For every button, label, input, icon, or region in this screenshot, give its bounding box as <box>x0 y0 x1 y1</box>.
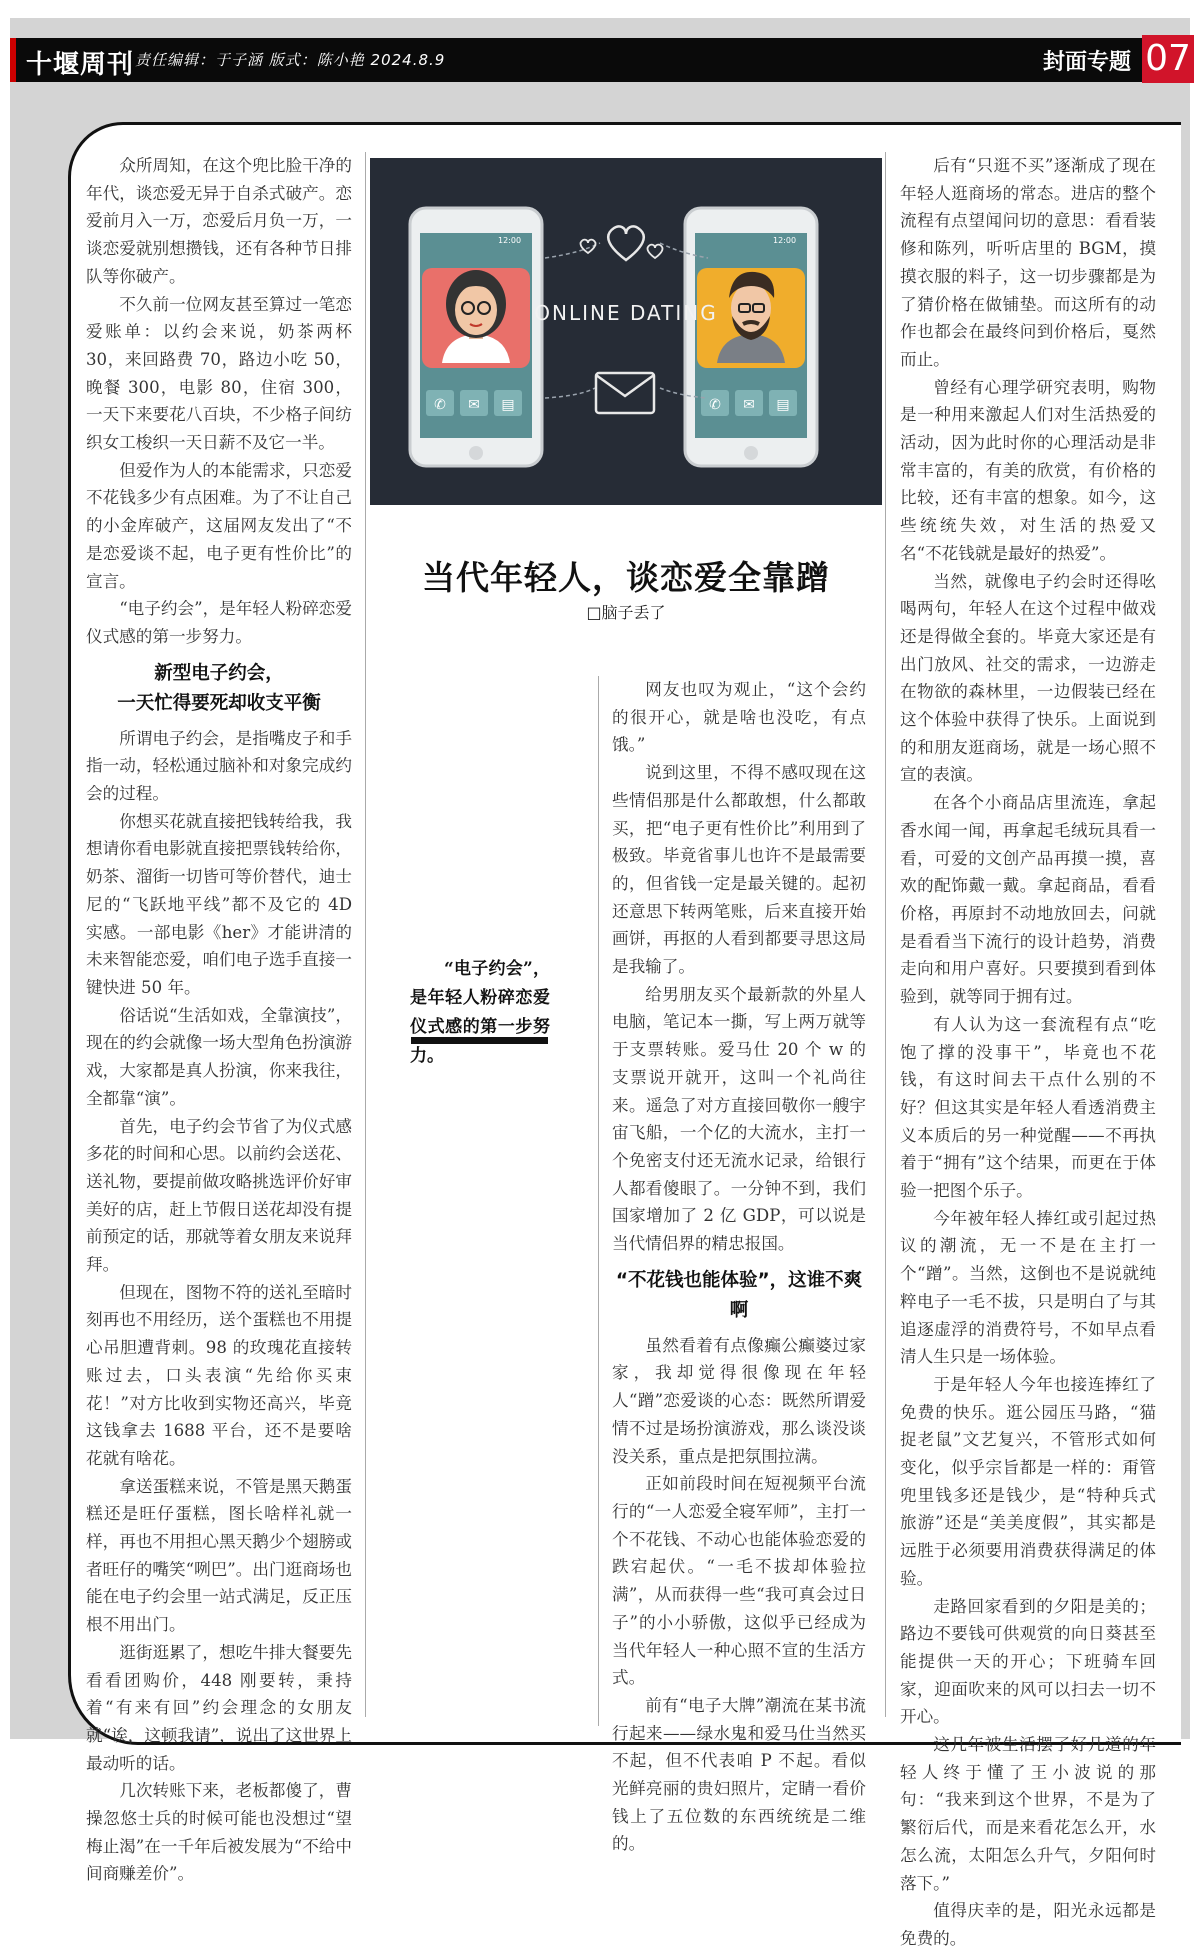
article-title: 当代年轻人，谈恋爱全靠蹭 <box>422 558 830 597</box>
right-phone <box>685 208 817 466</box>
paragraph: 逛街逛累了，想吃牛排大餐要先看看团购价，448 刚要转，秉持着“有来有回”约会理念的女朋友就“诶，这顿我请”，说出了这世界上最动听的话。 <box>86 1642 352 1773</box>
paragraph: 首先，电子约会节省了为仪式感多花的时间和心思。以前约会送花、送礼物，要提前做攻略挑选评价好审美好的店，赶上节假日送花却没有提前预定的话，那就等着女朋友来说拜拜。 <box>86 1116 352 1275</box>
column-3 <box>612 676 866 1858</box>
woman-avatar <box>442 270 510 363</box>
paragraph: 有人认为这一套流程有点“吃饱了撑的没事干”，毕竟也不花钱，有这时间去干点什么别的不好？但这其实是年轻人看透消费主义本质后的另一种觉醒——不再执着于“拥有”这个结果，而更在于体验一把图个乐子。 <box>900 1014 1156 1201</box>
column-divider <box>365 152 366 1717</box>
paragraph: 前有“电子大牌”潮流在某书流行起来——绿水鬼和爱马仕当然买不起，但不代表咱 P 不起。看似光鲜亮丽的贵妇照片，定睛一看价钱上了五位数的东西统统是二维的。 <box>612 1695 866 1854</box>
column-4 <box>900 152 1156 1953</box>
paragraph: 这几年被生活摆了好几道的年轻人终于懂了王小波说的那句：“我来到这个世界，不是为了繁衍后代，而是来看花怎么开，水怎么流，太阳怎么升气，夕阳何时落下。” <box>900 1735 1156 1893</box>
paragraph: 当然，就像电子约会时还得吆喝两句，年轻人在这个过程中做戏还是得做全套的。毕竟大家还是有出门放风、社交的需求，一边游走在物欲的森林里，一边假装已经在这个体验中获得了快乐。上面说到的和朋友逛商场，就是一场心照不宣的表演。 <box>900 571 1156 785</box>
paragraph: 在各个小商品店里流连，拿起香水闻一闻，再拿起毛绒玩具看一看，可爱的文创产品再摸一摸，喜欢的配饰戴一戴。拿起商品，看看价格，再原封不动地放回去，问就是看看当下流行的设计趋势，消费走向和用户喜好。只要摸到看到体验到，就等同于拥有过。 <box>900 793 1156 1007</box>
col1-paras-b <box>86 725 352 1889</box>
col3-paras-a <box>612 676 866 1258</box>
paragraph: 值得庆幸的是，阳光永远都是免费的。 <box>900 1901 1156 1948</box>
paragraph: 不久前一位网友甚至算过一笔恋爱账单：以约会来说，奶茶两杯 30，来回路费 70，路边小吃 50，晚餐 300，电影 80，住宿 300，一天下来要花八百块，不少格子间纺织女工梭织一天日薪不及它一半。 <box>86 294 352 453</box>
paragraph: 众所周知，在这个兜比脸干净的年代，谈恋爱无异于自杀式破产。恋爱前月入一万，恋爱后月负一万，一谈恋爱就别想攒钱，还有各种节日排队等你破产。 <box>86 156 352 286</box>
paragraph: 所谓电子约会，是指嘴皮子和手指一动，轻松通过脑补和对象完成约会的过程。 <box>86 728 352 804</box>
paragraph: 但爱作为人的本能需求，只恋爱不花钱多少有点困难。为了不让自己的小金库破产，这届网友发出了“不是恋爱谈不起，电子更有性价比”的宣言。 <box>86 460 352 591</box>
publication-brand: 十堰周刊 <box>26 50 135 80</box>
paragraph: 你想买花就直接把钱转给我，我想请你看电影就直接把票钱转给你，奶茶、溜街一切皆可等价替代，迪士尼的“飞跃地平线”都不及它的 4D 实感。一部电影《her》才能讲清的未来智能恋爱，咱们电子选手直接一键快进 50 年。 <box>86 811 352 997</box>
paragraph: 虽然看着有点像癫公癫婆过家家，我却觉得很像现在年轻人“蹭”恋爱谈的心态：既然所谓爱情不过是场扮演游戏，那么谈没谈没关系，重点是把氛围拉满。 <box>612 1335 866 1466</box>
phone-icon: ✆ <box>434 397 446 413</box>
editor-line: 责任编辑：于子涵 版式：陈小艳 2024.8.9 <box>135 51 446 69</box>
paragraph: 俗话说“生活如戏，全靠演技”，现在的约会就像一场大型角色扮演游戏，大家都是真人扮演，你来我往，全都靠“演”。 <box>86 1005 352 1108</box>
page-number: 07 <box>1142 35 1194 83</box>
paragraph: 网友也叹为观止，“这个会约的很开心，就是啥也没吃，有点饿。” <box>612 680 866 755</box>
paragraph: 后有“只逛不买”逐渐成了现在年轻人逛商场的常态。进店的整个流程有点望闻问切的意思：看看装修和陈列，听听店里的 BGM，摸摸衣服的料子，这一切步骤都是为了猜价格在做铺垫。而这所有的动作也都会在最终问到价格后，戛然而止。 <box>900 156 1156 369</box>
paragraph: 今年被年轻人捧红或引起过热议的潮流，无一不是在主打一个“蹭”。当然，这倒也不是说就纯粹电子一毛不拔，只是明白了与其追逐虚浮的消费符号，不如早点看清人生只是一场体验。 <box>900 1208 1156 1367</box>
pull-quote <box>410 955 550 1071</box>
mail-icon: ✉ <box>743 397 755 413</box>
col1-heading: 新型电子约会， 一天忙得要死却收支平衡 <box>117 662 321 714</box>
col3-heading: “不花钱也能体验”，这谁不爽啊 <box>615 1269 863 1321</box>
phone-icon: ✆ <box>709 397 721 413</box>
col1-paras-a <box>86 152 352 651</box>
hero-illustration <box>370 158 882 505</box>
svg-text:12:00: 12:00 <box>773 236 797 245</box>
column-divider <box>885 152 886 1717</box>
pull-quote-text: “电子约会”，是年轻人粉碎恋爱仪式感的第一步努力。 <box>410 959 550 1066</box>
header-bar <box>10 38 1190 82</box>
column-divider <box>598 676 599 1726</box>
paragraph: 几次转账下来，老板都傻了，曹操忽悠士兵的时候可能也没想过“望梅止渴”在一千年后被发展为“不给中间商赚差价”。 <box>86 1781 352 1884</box>
col4-paras <box>900 152 1156 1953</box>
paragraph: 正如前段时间在短视频平台流行的“一人恋爱全寝军师”，主打一个不花钱、不动心也能体验恋爱的跌宕起伏。“一毛不拔却体验拉满”，从而获得一些“我可真会过日子”的小小骄傲，这似乎已经成为当代年轻人一种心照不宣的生活方式。 <box>612 1474 866 1688</box>
note-icon: ▤ <box>501 397 515 413</box>
hero-caption: ONLINE DATING <box>534 301 718 325</box>
paragraph: 但现在，图物不符的送礼至暗时刻再也不用经历，送个蛋糕也不用提心吊胆遭背刺。98 的玫瑰花直接转账过去，口头表演“先给你买束花！”对方比收到实物还高兴，毕竟这钱拿去 1688 平台，还不是要啥花就有啥花。 <box>86 1282 352 1468</box>
left-phone <box>410 208 542 466</box>
paragraph: “电子约会”，是年轻人粉碎恋爱仪式感的第一步努力。 <box>86 599 352 646</box>
col3-paras-b <box>612 1332 866 1858</box>
paragraph: 走路回家看到的夕阳是美的；路边不要钱可供观赏的向日葵甚至能提供一天的开心；下班骑车回家，迎面吹来的风可以扫去一切不开心。 <box>900 1596 1156 1727</box>
mail-icon: ✉ <box>468 397 480 413</box>
header-accent <box>10 38 16 82</box>
pull-quote-bar <box>411 1037 548 1044</box>
paragraph: 于是年轻人今年也接连捧红了免费的快乐。逛公园压马路，“猫捉老鼠”文艺复兴，不管形式如何变化，似乎宗旨都是一样的：甭管兜里钱多还是钱少，是“特种兵式旅游”还是“美美度假”，其实都是远胜于必须要用消费获得满足的体验。 <box>900 1374 1156 1588</box>
paragraph: 拿送蛋糕来说，不管是黑天鹅蛋糕还是旺仔蛋糕，图长啥样礼就一样，再也不用担心黑天鹅少个翅膀或者旺仔的嘴笑“咧巴”。出门逛商场也能在电子约会里一站式满足，反正压根不用出门。 <box>86 1476 352 1635</box>
paragraph: 曾经有心理学研究表明，购物是一种用来激起人们对生活热爱的活动，因为此时你的心理活动是非常丰富的，有美的欣赏，有价格的比较，还有丰富的想象。如今，这些统统失效，对生活的热爱又名“不花钱就是最好的热爱”。 <box>900 377 1156 563</box>
note-icon: ▤ <box>776 397 790 413</box>
column-1 <box>86 152 352 1888</box>
paragraph: 说到这里，不得不感叹现在这些情侣那是什么都敢想，什么都敢买，把“电子更有性价比”利用到了极致。毕竟省事儿也许不是最需要的，但省钱一定是最关键的。起初还意思下转两笔账，后来直接开始画饼，再抠的人看到都要寻思这局是我输了。 <box>612 763 866 977</box>
article-byline: □脑子丢了 <box>586 603 666 622</box>
online-dating-illustration <box>370 158 882 505</box>
section-title: 封面专题 <box>1043 50 1132 75</box>
paragraph: 给男朋友买个最新款的外星人电脑，笔记本一撕，写上两万就等于支票转账。爱马仕 20 个 w 的支票说开就开，这叫一个礼尚往来。遥急了对方直接回敬你一艘宇宙飞船，一个亿的大流水，主打一个免密支付还无流水记录，给银行人都看傻眼了。一分钟不到，我们国家增加了 2 亿 GDP，可以说是当代情侣界的精忠报国。 <box>612 984 866 1254</box>
svg-text:12:00: 12:00 <box>498 236 522 245</box>
